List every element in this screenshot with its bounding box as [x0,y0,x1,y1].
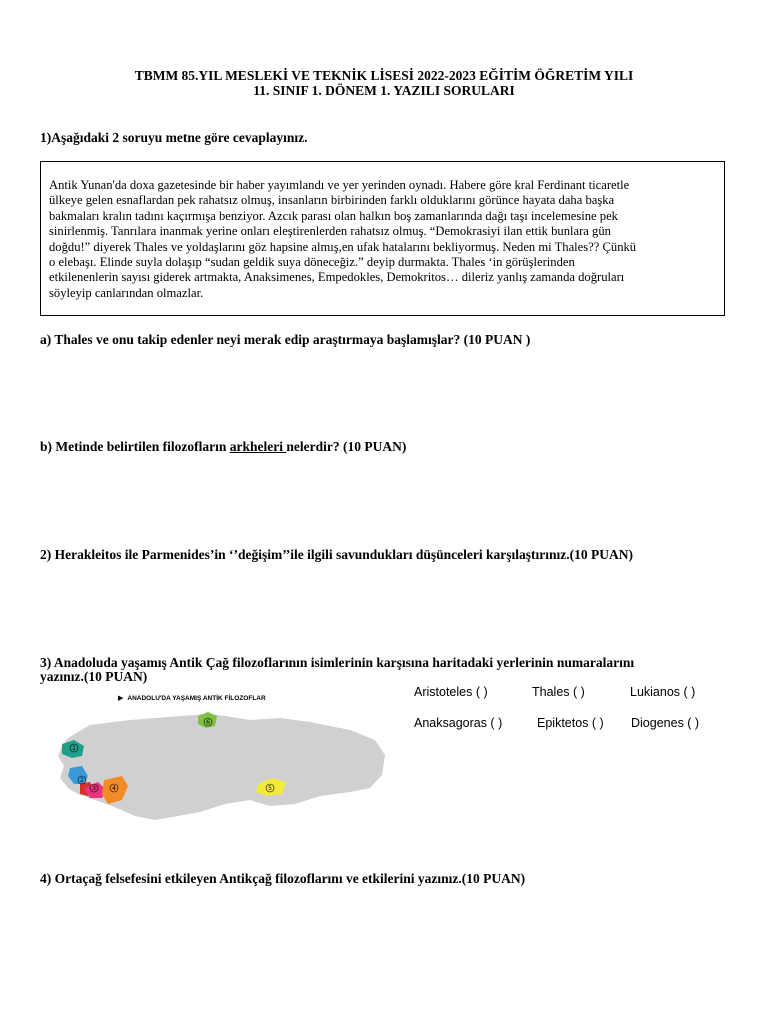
anatolia-map [50,700,390,830]
option-diogenes: Diogenes ( ) [631,716,700,730]
question-3-line2: yazınız.(10 PUAN) [40,669,148,684]
passage-line: etkilenenlerin sayısı giderek artmakta, Anaksimenes, Empedokles, Demokritos… dileriz yanlış zamanda doğruları [49,270,625,285]
question-1-prompt: 1)Aşağıdaki 2 soruyu metne göre cevaplayınız. [40,130,308,145]
passage-line: ülkeye gelen esnaflardan pek rahatsız olmuş, insanların birbirinden farklı olduklarını görünce hayata daha başka [49,193,615,208]
question-1b-underlined: arkheleri [229,439,287,454]
map-marker-1: 1 [72,745,76,752]
option-lukianos: Lukianos ( ) [630,685,696,699]
question-2: 2) Herakleitos ile Parmenides’in ‘’değişim’’ile ilgili savundukları düşünceleri karşılaştırınız.(10 PUAN) [40,547,633,562]
passage-line: doğdu!” diyerek Thales ve yoldaşlarını göz hapsine almış,en ufak hatalarını bekliyormuş. Neden mi Thales?? Çünkü [49,239,637,254]
map-marker-2: 2 [80,777,84,784]
map-marker-4: 4 [112,785,116,792]
option-anaksagoras: Anaksagoras ( ) [414,716,503,730]
reading-passage [40,161,725,316]
question-1b [40,439,406,454]
turkey-landmass [58,714,385,820]
passage-line: sinirlenmiş. Tanrılara inanmak yerine onları eleştirenlerden rahatsız olmuş. “Demokrasiyi ilan ettik bunlara gün [49,224,611,239]
exam-title-line1: TBMM 85.YIL MESLEKİ VE TEKNİK LİSESİ 2022-2023 EĞİTİM ÖĞRETİM YILI [134,68,634,83]
option-aristoteles: Aristoteles ( ) [414,685,488,699]
map-marker-3: 3 [92,785,96,792]
exam-title-line2: 11. SINIF 1. DÖNEM 1. YAZILI SORULARI [253,83,515,98]
passage-line: söyleyip canlarından olmazlar. [49,285,204,300]
question-3-line1: 3) Anadoluda yaşamış Antik Çağ filozoflarının isimlerinin karşısına haritadaki yerlerinin numaralarını [40,655,635,670]
question-4: 4) Ortaçağ felsefesini etkileyen Antikçağ filozoflarını ve etkilerini yazınız.(10 PUAN) [40,871,526,886]
map-marker-6: 6 [206,719,210,726]
question-1a: a) Thales ve onu takip edenler neyi merak edip araştırmaya başlamışlar? (10 PUAN ) [40,332,531,347]
play-arrow-icon: ▶ [118,694,124,702]
question-1b-end: nelerdir? (10 PUAN) [286,439,407,454]
option-epiktetos: Epiktetos ( ) [537,716,604,730]
passage-line: Antik Yunan'da doxa gazetesinde bir haber yayımlandı ve yer yerinden oynadı. Habere göre kral Ferdinant ticaretle [49,178,630,192]
map-marker-5: 5 [268,785,272,792]
passage-line: o elebaşı. Elinde suyla dolaşıp “sudan geldik suya döneceğiz.” deyip durmakta. Thales ‘in görüşlerinden [49,255,575,270]
passage-line: bakmaları kralın tadını kaçırmışa benziyor. Azcık parası olan halkın boş zamanlarında dağı taşı incelemesine pek [49,208,618,223]
option-thales: Thales ( ) [532,685,585,699]
question-1b-start: b) Metinde belirtilen filozofların [40,439,230,454]
map-title-text: ANADOLU'DA YAŞAMIŞ ANTİK FİLOZOFLAR [127,695,266,702]
